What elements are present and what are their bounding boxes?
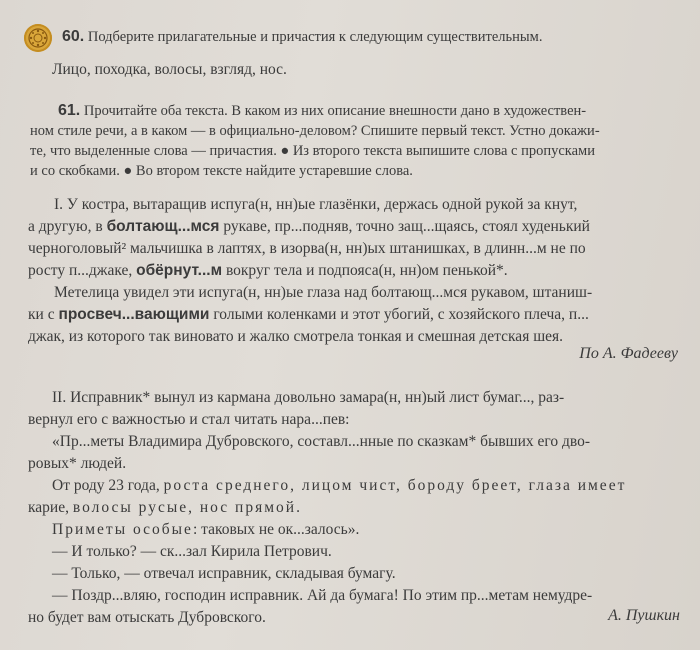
text2-line-7 [52, 520, 359, 540]
highlighted-participle: просвеч...вающими [58, 306, 210, 323]
text2-author: А. Пушкин [608, 607, 680, 624]
text1-line-2-c: рукаве, пр...подняв, точно защ...щаясь, стоял худенький [219, 218, 590, 235]
text2-line-4: ровых* людей. [28, 455, 127, 472]
text1-line-4 [28, 261, 508, 281]
exercise-61-header [58, 101, 586, 121]
exercise-60-number: 60. [62, 28, 85, 45]
text2-line-7-b: : таковых не ок...залось». [192, 521, 360, 538]
text1-line-5: Метелица увидел эти испуга(н, нн)ые глаза над болтающ...мся рукавом, штаниш- [54, 284, 593, 301]
text1-line-2-a: а другую, в [28, 218, 107, 235]
text1-line-2 [28, 217, 590, 237]
text2-line-11: но будет вам отыскать Дубровского. [28, 609, 266, 626]
exercise-61-number: 61. [58, 102, 81, 119]
text1-line-3: черноголовый² мальчишка в лаптях, в изорва(н, нн)ых штанишках, в длинн...м не по [28, 240, 586, 257]
text2-line-5-a: От роду 23 года, [52, 477, 164, 494]
text1-line-7: джак, из которого так виновато и жалко смотрела тонкая и смешная детская шея. [28, 328, 564, 345]
exercise-60-header [62, 27, 542, 47]
text1-line-6-a: ки с [28, 306, 59, 323]
highlighted-participle: обёрнут...м [136, 262, 223, 279]
text2-line-3: «Пр...меты Владимира Дубровского, составл...нные по сказкам* бывших его дво- [52, 433, 591, 450]
text1-line-6 [28, 305, 589, 325]
text2-line-6-a: карие, [28, 499, 73, 516]
exercise-61-task-line-1: Прочитайте оба текста. В каком из них описание внешности дано в художествен- [83, 103, 587, 119]
text1-author: По А. Фадееву [579, 345, 678, 362]
spaced-text: волосы русые, нос прямой. [72, 499, 302, 516]
exercise-61-task-line-4: и со скобками. ● Во втором тексте найдите устаревшие слова. [30, 163, 413, 179]
text1-line-1: I. У костра, вытаращив испуга(н, нн)ые глазёнки, держась одной рукой за кнут, [54, 196, 578, 213]
highlighted-participle: болтающ...мся [106, 218, 220, 235]
text2-line-9: — Только, — отвечал исправник, складывая бумагу. [52, 565, 396, 582]
text2-line-2: вернул его с важностью и стал читать нара...пев: [28, 411, 350, 428]
exercise-61-task-line-3: те, что выделенные слова — причастия. ● Из второго текста выпишите слова с пропусками [30, 143, 595, 159]
text2-line-5 [52, 476, 626, 496]
text1-line-4-a: росту п...джаке, [28, 262, 137, 279]
text1-line-4-c: вокруг тела и подпояса(н, нн)ом пенькой*. [222, 262, 508, 279]
text2-line-10: — Поздр...вляю, господин исправник. Ай да бумага! По этим пр...метам немудре- [52, 587, 593, 604]
exercise-61-task-line-2: ном стиле речи, а в каком — в официально-деловом? Спишите первый текст. Устно докажи- [30, 123, 600, 139]
text2-line-6 [28, 498, 302, 518]
spaced-text: Приметы особые [52, 521, 193, 538]
spaced-text: роста среднего, лицом чист, бороду бреет, глаза имеет [163, 477, 627, 494]
text1-line-6-c: голыми коленками и этот убогий, с хозяйского плеча, п... [209, 306, 589, 323]
exercise-60-task: Подберите прилагательные и причастия к следующим существительным. [87, 29, 543, 45]
text2-line-1: II. Исправник* вынул из кармана довольно замара(н, нн)ый лист бумаг..., раз- [52, 389, 565, 406]
text2-line-8: — И только? — ск...зал Кирила Петрович. [52, 543, 332, 560]
exercise-60-words: Лицо, походка, волосы, взгляд, нос. [52, 61, 287, 78]
exercise-marker-icon [24, 24, 52, 52]
ornament-icon [24, 24, 52, 52]
